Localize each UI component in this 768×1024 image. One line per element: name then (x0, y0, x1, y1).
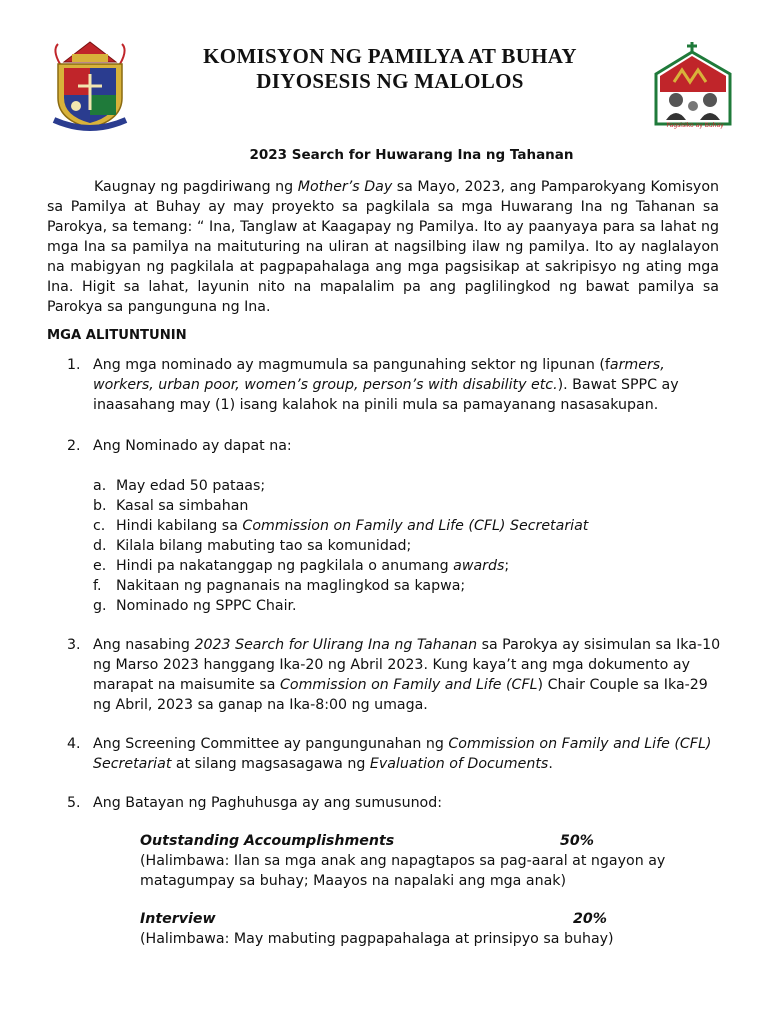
item-number: 4. (67, 736, 81, 752)
list-item: Ang Nominado ay dapat na: (93, 438, 292, 454)
sub-letter: b. (93, 498, 107, 514)
intro-paragraph: Kaugnay ng pagdiriwang ng Mother’s Day sa Mayo, 2023, ang Pamparokyang Komisyon sa Pamilya at Buhay ay may proyekto sa pagkilala sa mga Huwarang Ina ng Tahanan sa Parokya, sa temang: “ Ina, Tanglaw at Kaagapay ng Pamilya. Ito ay paanyaya para sa lahat ng mga Ina sa pamilya na maituturing na uliran at nagsilbing ilaw ng pamilya. Ito ay naglalayon na mabigyan ng pagkilala at pagpapahalaga ang mga pagsisikap at sakripisyo ng ating mga Ina. Higit sa lahat, layunin nito na mapalalim pa ang paglilingkod ng bawat pamilya sa Parokya sa pangunguna ng Ina. (47, 179, 719, 315)
item-number: 1. (67, 357, 81, 373)
criterion-percent: 20% (573, 911, 607, 927)
sub-letter: g. (93, 598, 107, 614)
sub-item: May edad 50 pataas; (116, 478, 266, 494)
criterion-example: (Halimbawa: May mabuting pagpapahalaga at prinsipyo sa buhay) (140, 931, 614, 947)
document-title: 2023 Search for Huwarang Ina ng Tahanan (249, 147, 574, 163)
criterion-example: (Halimbawa: Ilan sa mga anak ang napagtapos sa pag-aaral at ngayon ay matagumpay sa buhay; Maayos na napalaki ang mga anak) (140, 853, 666, 889)
sub-letter: a. (93, 478, 107, 494)
list-item: Ang Batayan ng Paghuhusga ay ang sumusunod: (93, 795, 443, 811)
sub-item: Nakitaan ng pagnanais na maglingkod sa kapwa; (116, 578, 466, 594)
item-number: 3. (67, 637, 81, 653)
sub-letter: e. (93, 558, 107, 574)
sub-item: Kilala bilang mabuting tao sa komunidad; (116, 538, 412, 554)
list-item: Ang Screening Committee ay pangungunahan ng Commission on Family and Life (CFL) Secretariat at silang magsasagawa ng Evaluation of Documents. (93, 736, 712, 772)
sub-letter: c. (93, 518, 106, 534)
diocese-seal-logo (50, 40, 130, 135)
criterion-title: Interview (140, 911, 216, 927)
item-number: 5. (67, 795, 81, 811)
sub-letter: d. (93, 538, 107, 554)
item-number: 2. (67, 438, 81, 454)
header-title-line2: DIYOSESIS NG MALOLOS (256, 69, 524, 93)
logo-caption: Pagsisiko ay Buhay (666, 122, 724, 129)
sub-item: Hindi kabilang sa Commission on Family and Life (CFL) Secretariat (116, 518, 589, 534)
header-title-line1: KOMISYON NG PAMILYA AT BUHAY (203, 44, 577, 68)
criterion-percent: 50% (560, 833, 594, 849)
sub-item: Nominado ng SPPC Chair. (116, 598, 297, 614)
list-item: Ang mga nominado ay magmumula sa pangunahing sektor ng lipunan (farmers, workers, urban poor, women’s group, person’s with disability etc.). Bawat SPPC ay inaasahang may (1) isang kalahok na pinili mula sa pamayanang nasasakupan. (93, 357, 679, 413)
sub-letter: f. (93, 578, 102, 594)
sub-item: Hindi pa nakatanggap ng pagkilala o anumang awards; (116, 558, 510, 574)
list-item: Ang nasabing 2023 Search for Ulirang Ina ng Tahanan sa Parokya ay sisimulan sa Ika-10 ng Marso 2023 hanggang Ika-20 ng Abril 2023. Kung kaya’t ang mga dokumento ay marapat na maisumite sa Commission on Family and Life (CFL) Chair Couple sa Ika-29 ng Abril, 2023 sa ganap na Ika-8:00 ng umaga. (93, 637, 721, 713)
sub-item: Kasal sa simbahan (116, 498, 249, 514)
family-life-commission-logo (652, 42, 736, 134)
criterion-title: Outstanding Accoumplishments (140, 833, 395, 849)
section-heading: MGA ALITUNTUNIN (47, 328, 187, 343)
